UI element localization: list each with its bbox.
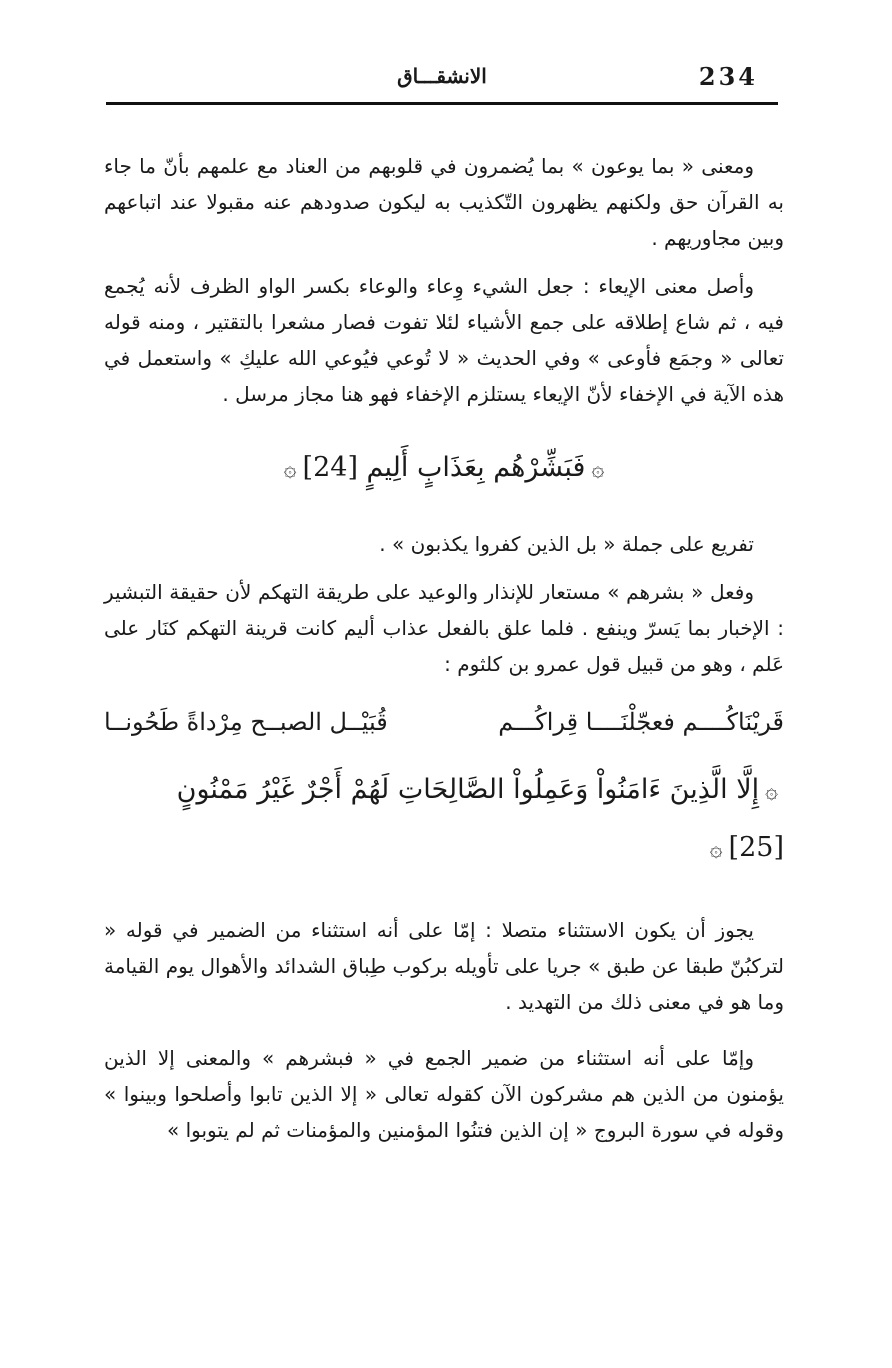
verse-ornament-open-icon: ۞ [765, 779, 778, 804]
quran-verse-25 [104, 762, 784, 878]
verse-24-text: فَبَشِّرْهُم بِعَذَابٍ أَلِيمٍ [24] [302, 452, 586, 483]
paragraph-2: وأصل معنى الإيعاء : جعل الشيء وِعاء والوعاء بكسر الواو الظرف لأنه يُجمع فيه ، ثم شاع إطلاقه على جمع الأشياء لئلا تفوت فصار مشعرا بالتقتير ، ومنه قوله تعالى « وجمَع فأوعى » وفي الحديث « لا تُوعي فيُوعي الله عليكِ » واستعمل في هذه الآية في الإخفاء لأنّ الإيعاء يستلزم الإخفاء فهو هنا مجاز مرسل . [104, 274, 784, 406]
poem-hemistich-left: قُبَيْــل الصبــح مِرْداةً طَحُونــا [104, 708, 388, 736]
verse-ornament-close-icon: ۞ [709, 837, 723, 862]
paragraph-1: ومعنى « بما يوعون » بما يُضمرون في قلوبهم من العناد مع علمهم بأنّ ما جاء به القرآن حق ولكنهم يظهرون التّكذيب به ليكون صدودهم عنه مقبولا عند اتباعهم وبين مجاوريهم . [104, 154, 784, 250]
page-header [106, 60, 778, 104]
paragraph-6: وإمّا على أنه استثناء من ضمير الجمع في « فبشرهم » والمعنى إلا الذين يؤمنون من الذين هم مشركون الآن كقوله تعالى « إلا الذين تابوا وأصلحوا وبينوا » وقوله في سورة البروج « إن الذين فتنُوا المؤمنين والمؤمنات ثم لم يتوبوا » [104, 1046, 784, 1142]
quran-verse-24 [104, 446, 784, 492]
surah-title: الانشقـــاق [397, 64, 487, 88]
page-body [104, 148, 784, 1148]
header-divider [106, 102, 778, 105]
paragraph-3: تفريع على جملة « بل الذين كفروا يكذبون » . [379, 532, 754, 556]
paragraph-5: يجوز أن يكون الاستثناء متصلا : إمّا على أنه استثناء من الضمير في قوله « لتركبُنّ طبقا عن طبق » جريا على تأويله بركوب طِباق الشدائد والأهوال يوم القيامة وما هو في معنى ذلك من التهديد . [104, 918, 784, 1014]
poem-hemistich-right: قَريْنَاكُــــم فعجّلْنَــــا قِراكُـــم [498, 708, 784, 736]
poem-verse [104, 702, 784, 742]
verse-ornament-close-icon: ۞ [283, 457, 297, 482]
page-number: 234 [698, 62, 758, 91]
paragraph-4: وفعل « بشرهم » مستعار للإنذار والوعيد على طريقة التهكم لأن حقيقة التبشير : الإخبار بما يَسرّ وينفع . فلما علق بالفعل عذاب أليم كانت قرينة التهكم كنَار على عَلم ، وهو من قبيل قول عمرو بن كلثوم : [104, 580, 784, 676]
verse-25-text: إِلَّا الَّذِينَ ءَامَنُواْ وَعَمِلُواْ الصَّالِحَاتِ لَهُمْ أَجْرٌ غَيْرُ مَمْنُونٍ [25] [176, 774, 784, 863]
verse-ornament-open-icon: ۞ [591, 457, 605, 482]
